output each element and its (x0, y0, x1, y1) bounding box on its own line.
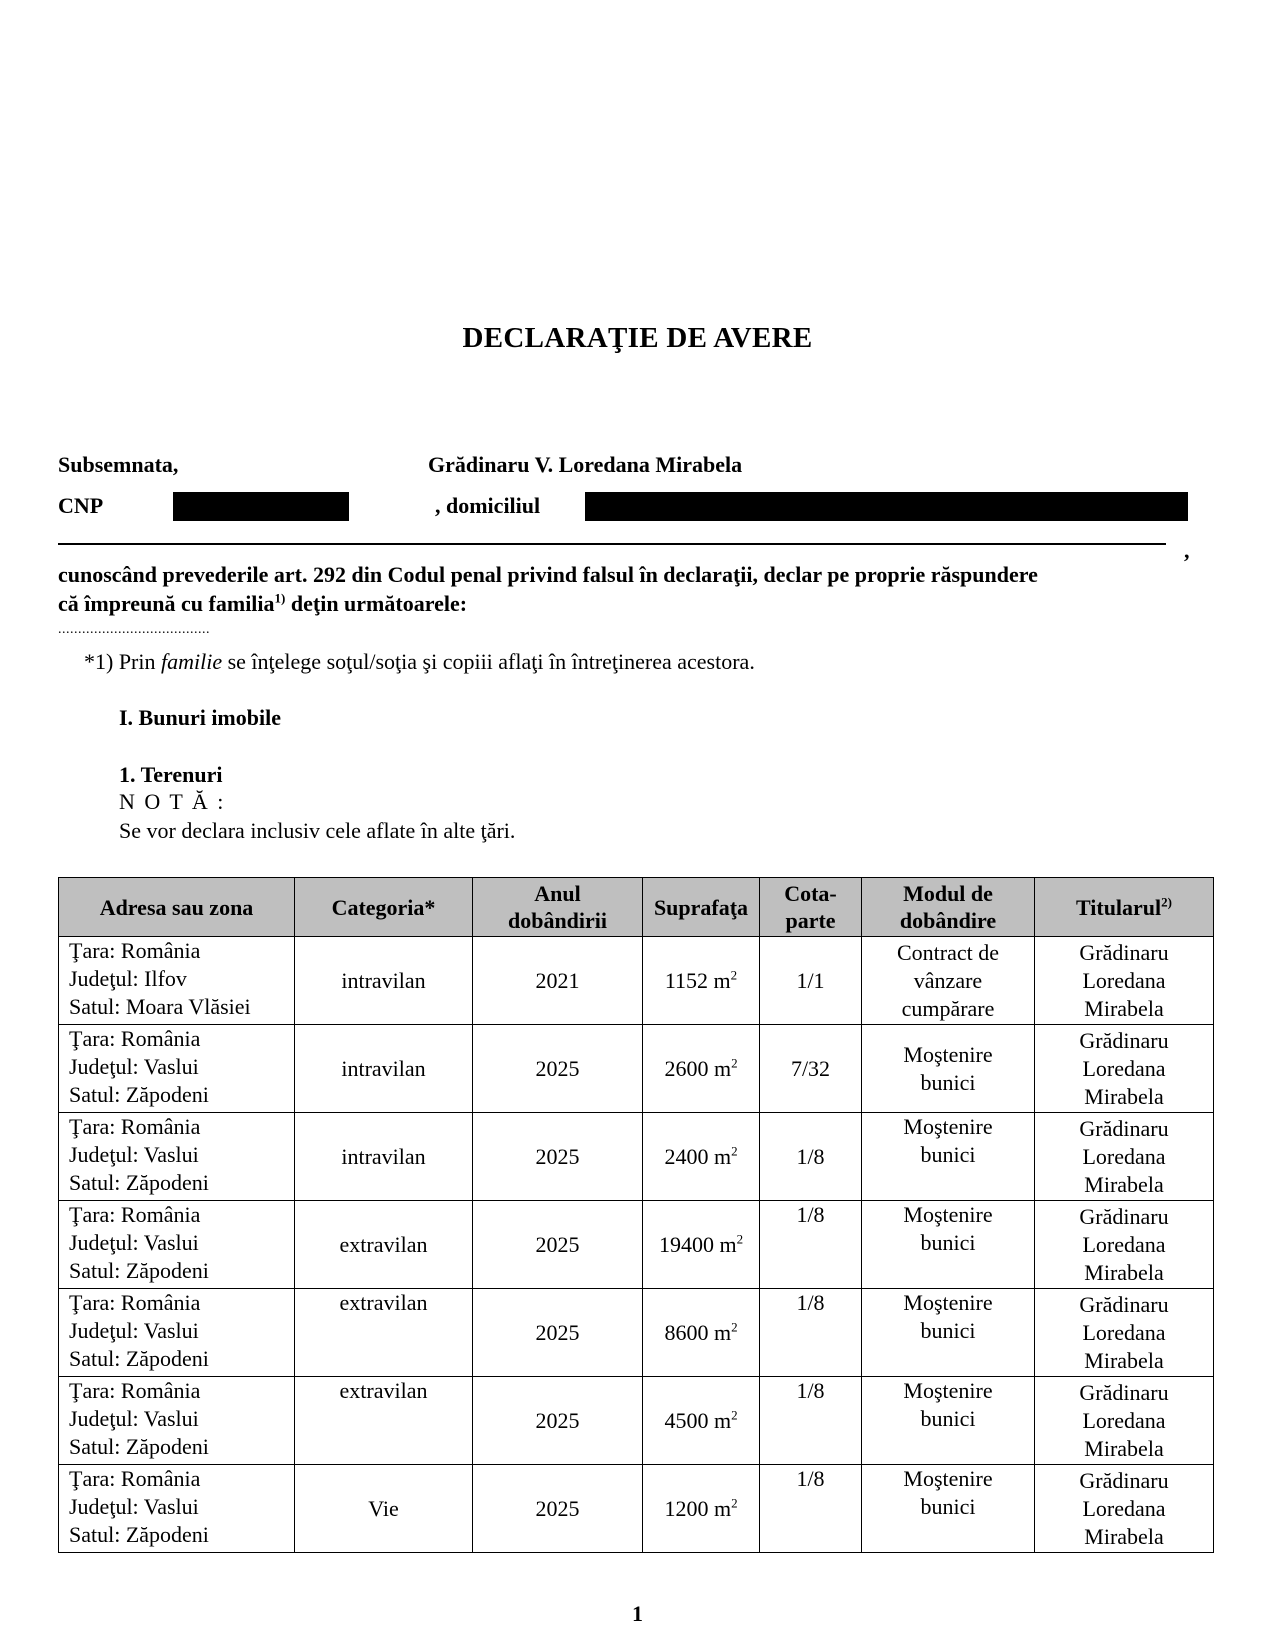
header-cota: Cota- parte (760, 878, 862, 937)
cell-anul: 2025 (473, 1289, 643, 1377)
table-row (59, 1377, 1214, 1465)
cell-modul: Moştenire bunici (862, 1113, 1035, 1201)
cell-suprafata: 2600 $m^2$ (643, 1025, 760, 1113)
cell-categoria: intravilan (295, 1025, 473, 1113)
header-titular: Titularul$^{2)}$ (1035, 878, 1214, 937)
table-row (59, 937, 1214, 1025)
cell-adresa: Ţara: România Judeţul: Vaslui Satul: Zăpodeni (59, 1377, 295, 1465)
cell-cota: 7/32 (760, 1025, 862, 1113)
cell-adresa: Ţara: România Judeţul: Vaslui Satul: Zăpodeni (59, 1465, 295, 1553)
dotted-line: ...................................... (58, 622, 210, 637)
cell-cota: 1/8 (760, 1377, 862, 1465)
cell-adresa: Ţara: România Judeţul: Vaslui Satul: Zăpodeni (59, 1201, 295, 1289)
cell-suprafata: 1152 $m^2$ (643, 937, 760, 1025)
cell-categoria: Vie (295, 1465, 473, 1553)
section-title: I. Bunuri imobile (119, 705, 281, 730)
blank-line (58, 543, 1166, 545)
cell-modul: Moştenire bunici (862, 1201, 1035, 1289)
table-row (59, 1113, 1214, 1201)
cell-modul: Moştenire bunici (862, 1377, 1035, 1465)
cell-anul: 2025 (473, 1025, 643, 1113)
statement-line-1: cunoscând prevederile art. 292 din Codul penal privind falsul în declaraţii, declar pe proprie răspundere (58, 562, 1038, 587)
cell-categoria: extravilan (295, 1201, 473, 1289)
terenuri-table (58, 877, 1214, 1553)
header-modul: Modul de dobândire (862, 878, 1035, 937)
cell-titular: Grădinaru Loredana Mirabela (1035, 1025, 1214, 1113)
cell-categoria: extravilan (295, 1377, 473, 1465)
cell-titular: Grădinaru Loredana Mirabela (1035, 1289, 1214, 1377)
cell-titular: Grădinaru Loredana Mirabela (1035, 1201, 1214, 1289)
cell-cota: 1/1 (760, 937, 862, 1025)
cell-titular: Grădinaru Loredana Mirabela (1035, 1377, 1214, 1465)
cell-titular: Grădinaru Loredana Mirabela (1035, 1465, 1214, 1553)
header-suprafata: Suprafaţa (643, 878, 760, 937)
cell-titular: Grădinaru Loredana Mirabela (1035, 1113, 1214, 1201)
cnp-label: CNP (58, 493, 104, 518)
domiciliu-label: , domiciliul (435, 493, 541, 518)
cell-anul: 2021 (473, 937, 643, 1025)
cell-anul: 2025 (473, 1377, 643, 1465)
cell-anul: 2025 (473, 1465, 643, 1553)
cell-categoria: intravilan (295, 937, 473, 1025)
cell-suprafata: 4500 $m^2$ (643, 1377, 760, 1465)
cell-modul: Moştenire bunici (862, 1289, 1035, 1377)
cell-suprafata: 8600 $m^2$ (643, 1289, 760, 1377)
declarant-name: Grădinaru V. Loredana Mirabela (428, 452, 743, 477)
header-adresa: Adresa sau zona (59, 878, 295, 937)
cell-modul: Moştenire bunici (862, 1025, 1035, 1113)
table-header-row (59, 878, 1214, 937)
table-row (59, 1025, 1214, 1113)
cell-adresa: Ţara: România Judeţul: Vaslui Satul: Zăpodeni (59, 1113, 295, 1201)
table-row (59, 1465, 1214, 1553)
table-row (59, 1289, 1214, 1377)
cell-cota: 1/8 (760, 1289, 862, 1377)
nota-label: N O T Ă : (119, 789, 226, 814)
cell-suprafata: 2400 $m^2$ (643, 1113, 760, 1201)
cell-cota: 1/8 (760, 1201, 862, 1289)
cell-anul: 2025 (473, 1113, 643, 1201)
cell-adresa: Ţara: România Judeţul: Vaslui Satul: Zăpodeni (59, 1025, 295, 1113)
cell-categoria: intravilan (295, 1113, 473, 1201)
cell-modul: Moştenire bunici (862, 1465, 1035, 1553)
cell-suprafata: 19400 $m^2$ (643, 1201, 760, 1289)
cell-cota: 1/8 (760, 1465, 862, 1553)
cell-modul: Contract de vânzare cumpărare (862, 937, 1035, 1025)
nota-text: Se vor declara inclusiv cele aflate în alte ţări. (119, 818, 516, 843)
cnp-redaction (173, 492, 349, 521)
page-title: DECLARAŢIE DE AVERE (462, 322, 813, 354)
domiciliu-redaction (585, 492, 1188, 521)
cell-adresa: Ţara: România Judeţul: Vaslui Satul: Zăpodeni (59, 1289, 295, 1377)
cell-cota: 1/8 (760, 1113, 862, 1201)
page-number: 1 (632, 1601, 643, 1626)
header-anul: Anul dobândirii (473, 878, 643, 937)
header-categoria: Categoria* (295, 878, 473, 937)
footnote: *1) Prin familie se înţelege soţul/soţia şi copiii aflaţi în întreţinerea acestora. (84, 649, 755, 674)
subsemnata-label: Subsemnata, (58, 452, 179, 477)
cell-categoria: extravilan (295, 1289, 473, 1377)
statement-line-2: că împreună cu familia$^{1)}$ deţin următoarele: (58, 590, 468, 616)
cell-titular: Grădinaru Loredana Mirabela (1035, 937, 1214, 1025)
table-row (59, 1201, 1214, 1289)
comma: , (1184, 538, 1190, 563)
cell-anul: 2025 (473, 1201, 643, 1289)
subsection-title: 1. Terenuri (119, 762, 223, 787)
cell-adresa: Ţara: România Judeţul: Ilfov Satul: Moara Vlăsiei (59, 937, 295, 1025)
cell-suprafata: 1200 $m^2$ (643, 1465, 760, 1553)
